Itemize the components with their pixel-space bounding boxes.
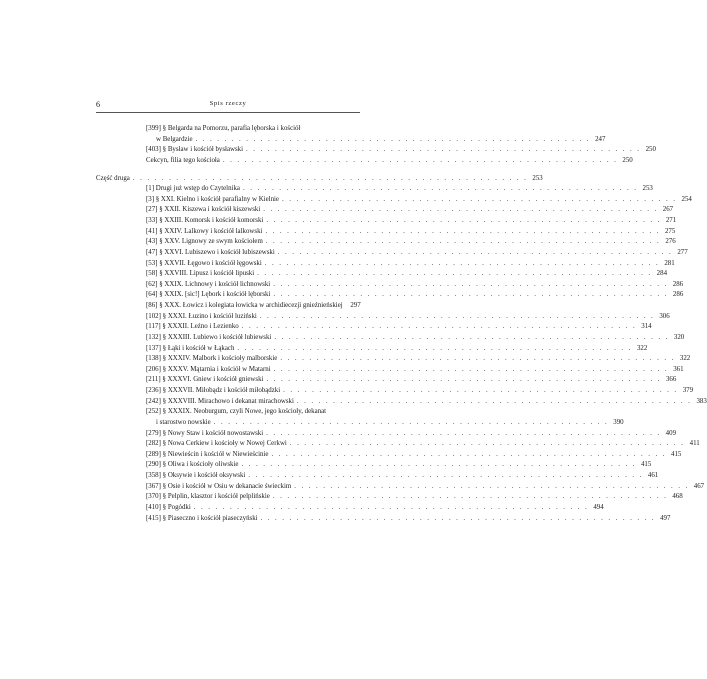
toc-entry-title: [41] § XXIV. Lalkowy i kościół lalkowski <box>146 227 263 235</box>
toc-page-number: 281 <box>664 259 675 267</box>
toc-entry <box>96 397 707 408</box>
toc-entry <box>96 280 684 291</box>
toc-entry-title: [211] § XXXVI. Gniew i kościół gniewski <box>146 376 264 384</box>
toc-page-number: 271 <box>665 217 677 224</box>
header-rule <box>96 112 360 113</box>
toc-entry <box>96 248 688 259</box>
toc-entry <box>96 205 674 216</box>
toc-page-number: 284 <box>656 270 668 278</box>
toc-entry-title: [47] § XXVI. Lubiszewo i kościół lubiszewski <box>146 248 275 256</box>
toc-page-number: 253 <box>642 185 653 193</box>
toc-page-number: 361 <box>673 365 684 373</box>
toc-entry <box>96 365 684 376</box>
toc-page-number: 276 <box>665 238 676 246</box>
toc-entry-title: Cekcyn, filia tego kościoła <box>146 156 220 164</box>
dot-leader: . . . . . . . . . . . . . . . . . . . . . . . . . . . . . . . . . . . . . . . . . . . . . . . . . . . . . . . <box>242 185 638 193</box>
toc-entry-title: [86] § XXX. Łowicz i kolegiata łowicka w archidiecezji gnieźnieńskiej <box>146 302 343 309</box>
toc-page-number: 286 <box>672 280 684 288</box>
dot-leader: . . . . . . . . . . . . . . . . . . . . . . . . . . . . . . . . . . . . . . . . . . . . . . . . . . . . . . . <box>294 482 690 490</box>
toc-entry <box>96 145 656 156</box>
toc-entry <box>96 439 700 450</box>
dot-leader: . . . . . . . . . . . . . . . . . . . . . . . . . . . . . . . . . . . . . . . . . . . . . . . . . . . . . . . <box>241 461 637 469</box>
toc-entry <box>96 237 676 248</box>
toc-page-number: 322 <box>679 355 691 363</box>
toc-entry <box>96 492 683 503</box>
toc-entry-title: [3] § XXI. Kielno i kościół parafialny w Kielnie <box>146 195 279 203</box>
dot-leader: . . . . . . . . . . . . . . . . . . . . . . . . . . . . . . . . . . . . . . . . . . . . . . . . . . . . . . . <box>237 344 633 352</box>
toc-entry-title: [43] § XXV. Lignowy ze swym kościołem <box>146 238 263 246</box>
toc-page-number: 322 <box>636 344 648 352</box>
toc-entry <box>96 407 360 418</box>
toc-entry-title: [279] § Nowy Staw i kościół nowostawski <box>146 429 264 437</box>
dot-leader: . . . . . . . . . . . . . . . . . . . . . . . . . . . . . . . . . . . . . . . . . . . . . . . . . . . . . . . <box>266 217 662 224</box>
dot-leader: . . . . . . . . . . . . . . . . . . . . . . . . . . . . . . . . . . . . . . . . . . . . . . . . . . . . . . . <box>271 450 667 458</box>
toc-entry <box>96 227 676 238</box>
toc-page-number: 306 <box>659 312 670 320</box>
toc-entry-title: [33] § XXIII. Komorsk i kościół komorski <box>146 217 264 224</box>
toc-page-number: 497 <box>660 514 671 522</box>
dot-leader: . . . . . . . . . . . . . . . . . . . . . . . . . . . . . . . . . . . . . . . . . . . . . . . . . . . . . . . <box>263 206 659 214</box>
dot-leader: . . . . . . . . . . . . . . . . . . . . . . . . . . . . . . . . . . . . . . . . . . . . . . . . . . . . . . . <box>296 397 692 405</box>
toc-entry-title: [252] § XXXIX. Neoburgum, czyli Nowe, jego kościoły, dekanat <box>146 408 327 416</box>
toc-entry <box>96 386 694 397</box>
dot-leader: . . . . . . . . . . . . . . . . . . . . . . . . . . . . . . . . . . . . . . . . . . . . . . . . . . . . . . . <box>272 493 668 501</box>
dot-leader: . . . . . . . . . . . . . . . . . . . . . . . . . . . . . . . . . . . . . . . . . . . . . . . . . . . . . . . <box>265 238 661 246</box>
toc-entry-title: [282] § Nowa Cerkiew i kościoły w Nowej Cerkwi <box>146 440 287 448</box>
toc-section-heading <box>96 174 543 185</box>
dot-leader: . . . . . . . . . . . . . . . . . . . . . . . . . . . . . . . . . . . . . . . . . . . . . . . . . . . . . . . <box>195 135 591 143</box>
running-title: Spis rzeczy <box>209 100 247 107</box>
toc-entry <box>96 460 652 471</box>
dot-leader: . . . . . . . . . . . . . . . . . . . . . . . . . . . . . . . . . . . . . . . . . . . . . . . . . . . . . . . <box>277 248 673 256</box>
toc-entry <box>96 514 671 525</box>
toc-page-number: 366 <box>665 376 677 384</box>
dot-leader: . . . . . . . . . . . . . . . . . . . . . . . . . . . . . . . . . . . . . . . . . . . . . . . . . . . . . . . <box>246 146 641 154</box>
dot-leader: . . . . . . . . . . . . . . . . . . . . . . . . . . . . . . . . . . . . . . . . . . . . . . . . . . . . . . . <box>274 333 670 341</box>
dot-leader: . . . . . . . . . . . . . . . . . . . . . . . . . . . . . . . . . . . . . . . . . . . . . . . . . . . . . . . <box>222 156 618 164</box>
toc-page-number: 461 <box>647 472 659 479</box>
toc-page-number: 415 <box>671 450 682 458</box>
dot-leader: . . . . . . . . . . . . . . . . . . . . . . . . . . . . . . . . . . . . . . . . . . . . . . . . . . . . . . . <box>260 514 656 522</box>
toc-entry <box>96 354 691 365</box>
toc-entry <box>96 471 659 482</box>
toc-page-number: 409 <box>665 429 677 437</box>
dot-leader: . . . . . . . . . . . . . . . . . . . . . . . . . . . . . . . . . . . . . . . . . . . . . . . . . . . . . . . <box>193 503 589 511</box>
toc-entry <box>96 418 624 429</box>
toc-page-number: 286 <box>672 291 684 299</box>
toc-page-number: 383 <box>696 397 707 405</box>
toc-page-number: 320 <box>673 333 685 341</box>
table-of-contents <box>96 124 707 524</box>
toc-entry-title: [64] § XXIX. [sic!] Lębork i kościół lęborski <box>146 291 271 299</box>
toc-entry-title: [58] § XXVIII. Lipusz i kościół lipuski <box>146 270 255 278</box>
toc-entry-title: [367] § Osie i kościół w Osiu w dekanacie świeckim <box>146 482 292 490</box>
page-number: 6 <box>96 100 100 109</box>
toc-page-number: 254 <box>681 195 692 203</box>
dot-leader: . . . . . . . . . . . . . . . . . . . . . . . . . . . . . . . . . . . . . . . . . . . . . . . . . . . . . . . <box>265 227 661 235</box>
toc-entry-title: [289] § Niewieścin i kościół w Niewieścinie <box>146 450 269 458</box>
dot-leader: . . . . . . . . . . . . . . . . . . . . . . . . . . . . . . . . . . . . . . . . . . . . . . . . . . . . . . . <box>264 259 660 267</box>
toc-page-number: 494 <box>593 503 604 511</box>
dot-leader: . . . . . . . . . . . . . . . . . . . . . . . . . . . . . . . . . . . . . . . . . . . . . . . . . . . . . . . <box>259 312 655 320</box>
dot-leader: . . . . . . . . . . . . . . . . . . . . . . . . . . . . . . . . . . . . . . . . . . . . . . . . . . . . . . . <box>273 280 669 288</box>
toc-entry-title: [403] § Bysław i kościół bysławski <box>146 146 244 154</box>
dot-leader: . . . . . . . . . . . . . . . . . . . . . . . . . . . . . . . . . . . . . . . . . . . . . . . . . . . . . . . <box>273 365 669 373</box>
toc-entry <box>96 135 606 146</box>
toc-entry <box>96 429 677 440</box>
dot-leader: . . . . . . . . . . . . . . . . . . . . . . . . . . . . . . . . . . . . . . . . . . . . . . . . . . . . . . . <box>248 472 644 479</box>
toc-page-number: 275 <box>664 227 676 235</box>
toc-entry <box>96 156 633 167</box>
toc-entry <box>96 322 652 333</box>
toc-entry <box>96 312 670 323</box>
page-header <box>96 100 360 112</box>
toc-entry-title: [137] § Łąki i kościół w Łąkach <box>146 344 235 352</box>
toc-page-number: 390 <box>613 418 624 426</box>
toc-page-number: 250 <box>645 146 656 154</box>
toc-entry <box>96 269 668 280</box>
dot-leader: . . . . . . . . . . . . . . . . . . . . . . . . . . . . . . . . . . . . . . . . . . . . . . . . . . . . . . . <box>266 376 662 384</box>
toc-entry-title: [370] § Pelplin, klasztor i kościół pelplińskie <box>146 493 270 501</box>
toc-entry-title: [1] Drugi już wstęp do Czytelnika <box>146 185 240 193</box>
toc-page-number: 277 <box>677 248 688 256</box>
toc-entry <box>96 184 653 195</box>
toc-entry <box>96 259 675 270</box>
toc-entry-title: [27] § XXII. Kiszewa i kościół kiszewski <box>146 206 261 214</box>
toc-entry-title: w Belgardzie <box>156 135 193 143</box>
toc-entry <box>96 344 648 355</box>
dot-leader: . . . . . . . . . . . . . . . . . . . . . . . . . . . . . . . . . . . . . . . . . . . . . . . . . . . . . . . <box>132 174 528 182</box>
toc-entry-title: [62] § XXIX. Lichnowy i kościół lichnowski <box>146 280 271 288</box>
toc-entry-title: [138] § XXXIV. Malbork i kościoły malborskie <box>146 355 278 363</box>
toc-page-number: 468 <box>672 493 683 501</box>
toc-page-number: 467 <box>693 482 705 490</box>
toc-entry-title: i starostwo nowskie <box>156 418 211 426</box>
toc-page-number: 314 <box>641 323 652 331</box>
toc-entry-title: [290] § Oliwa i kościoły oliwskie <box>146 461 239 469</box>
toc-page-number: 297 <box>350 302 361 309</box>
dot-leader: . . . . . . . . . . . . . . . . . . . . . . . . . . . . . . . . . . . . . . . . . . . . . . . . . . . . . . . <box>241 323 637 331</box>
toc-entry-title: [358] § Oksywie i kościół oksywski <box>146 472 246 479</box>
dot-leader: . . . . . . . . . . . . . . . . . . . . . . . . . . . . . . . . . . . . . . . . . . . . . . . . . . . . . . . <box>283 387 679 394</box>
toc-entry <box>96 450 682 461</box>
toc-entry-title: [102] § XXXI. Łuzino i kościół luziński <box>146 312 257 320</box>
toc-entry <box>96 124 360 135</box>
dot-leader: . . . . . . . . . . . . . . . . . . . . . . . . . . . . . . . . . . . . . . . . . . . . . . . . . . . . . . . <box>289 440 685 448</box>
section-gap <box>96 167 360 174</box>
toc-entry-title: Część druga <box>96 174 130 182</box>
dot-leader: . . . . . . . . . . . . . . . . . . . . . . . . . . . . . . . . . . . . . . . . . . . . . . . . . . . . . . . <box>273 291 669 299</box>
dot-leader: . . . . . . . . . . . . . . . . . . . . . . . . . . . . . . . . . . . . . . . . . . . . . . . . . . . . . . . <box>266 429 662 437</box>
toc-entry-title: [206] § XXXV. Mątarnia i kościół w Matarni <box>146 365 271 373</box>
toc-entry <box>96 195 692 206</box>
toc-entry <box>96 216 677 227</box>
toc-page-number: 411 <box>689 440 700 448</box>
toc-page-number: 379 <box>682 387 694 394</box>
toc-entry-title: [399] § Belgarda na Pomorzu, parafia lęborska i kościół <box>146 125 301 132</box>
toc-page-number: 250 <box>622 156 633 164</box>
toc-entry <box>96 290 684 301</box>
toc-entry-title: [242] § XXXVIII. Mirachowo i dekanat mirachowski <box>146 397 294 405</box>
dot-leader: . . . . . . . . . . . . . . . . . . . . . . . . . . . . . . . . . . . . . . . . . . . . . . . . . . . . . . . <box>282 195 677 203</box>
toc-page-number: 253 <box>532 174 543 182</box>
dot-leader: . . . . . . . . . . . . . . . . . . . . . . . . . . . . . . . . . . . . . . . . . . . . . . . . . . . . . . . <box>213 418 609 426</box>
toc-page-number: 267 <box>662 206 674 214</box>
toc-entry <box>96 375 677 386</box>
toc-entry-title: [132] § XXXIII. Lubiewo i kościół lubiewski <box>146 333 272 341</box>
dot-leader: . . . . . . . . . . . . . . . . . . . . . . . . . . . . . . . . . . . . . . . . . . . . . . . . . . . . . . . <box>257 270 653 278</box>
toc-entry <box>96 333 685 344</box>
toc-entry <box>96 503 604 514</box>
toc-entry-title: [410] § Pogódki <box>146 503 191 511</box>
toc-page-number: 247 <box>595 135 606 143</box>
toc-entry-title: [236] § XXXVII. Miłobądz i kościół miłobądzki <box>146 387 281 394</box>
toc-entry-title: [53] § XXVII. Łęgowo i kościół łęgowski <box>146 259 262 267</box>
toc-entry <box>96 482 705 493</box>
toc-entry <box>96 301 360 312</box>
toc-page-number: 415 <box>640 461 652 469</box>
toc-entry-title: [117] § XXXII. Leźno i Lezienko <box>146 323 239 331</box>
dot-leader: . . . . . . . . . . . . . . . . . . . . . . . . . . . . . . . . . . . . . . . . . . . . . . . . . . . . . . . <box>280 355 676 363</box>
toc-entry-title: [415] § Piaseczno i kościół piaseczyński <box>146 514 258 522</box>
